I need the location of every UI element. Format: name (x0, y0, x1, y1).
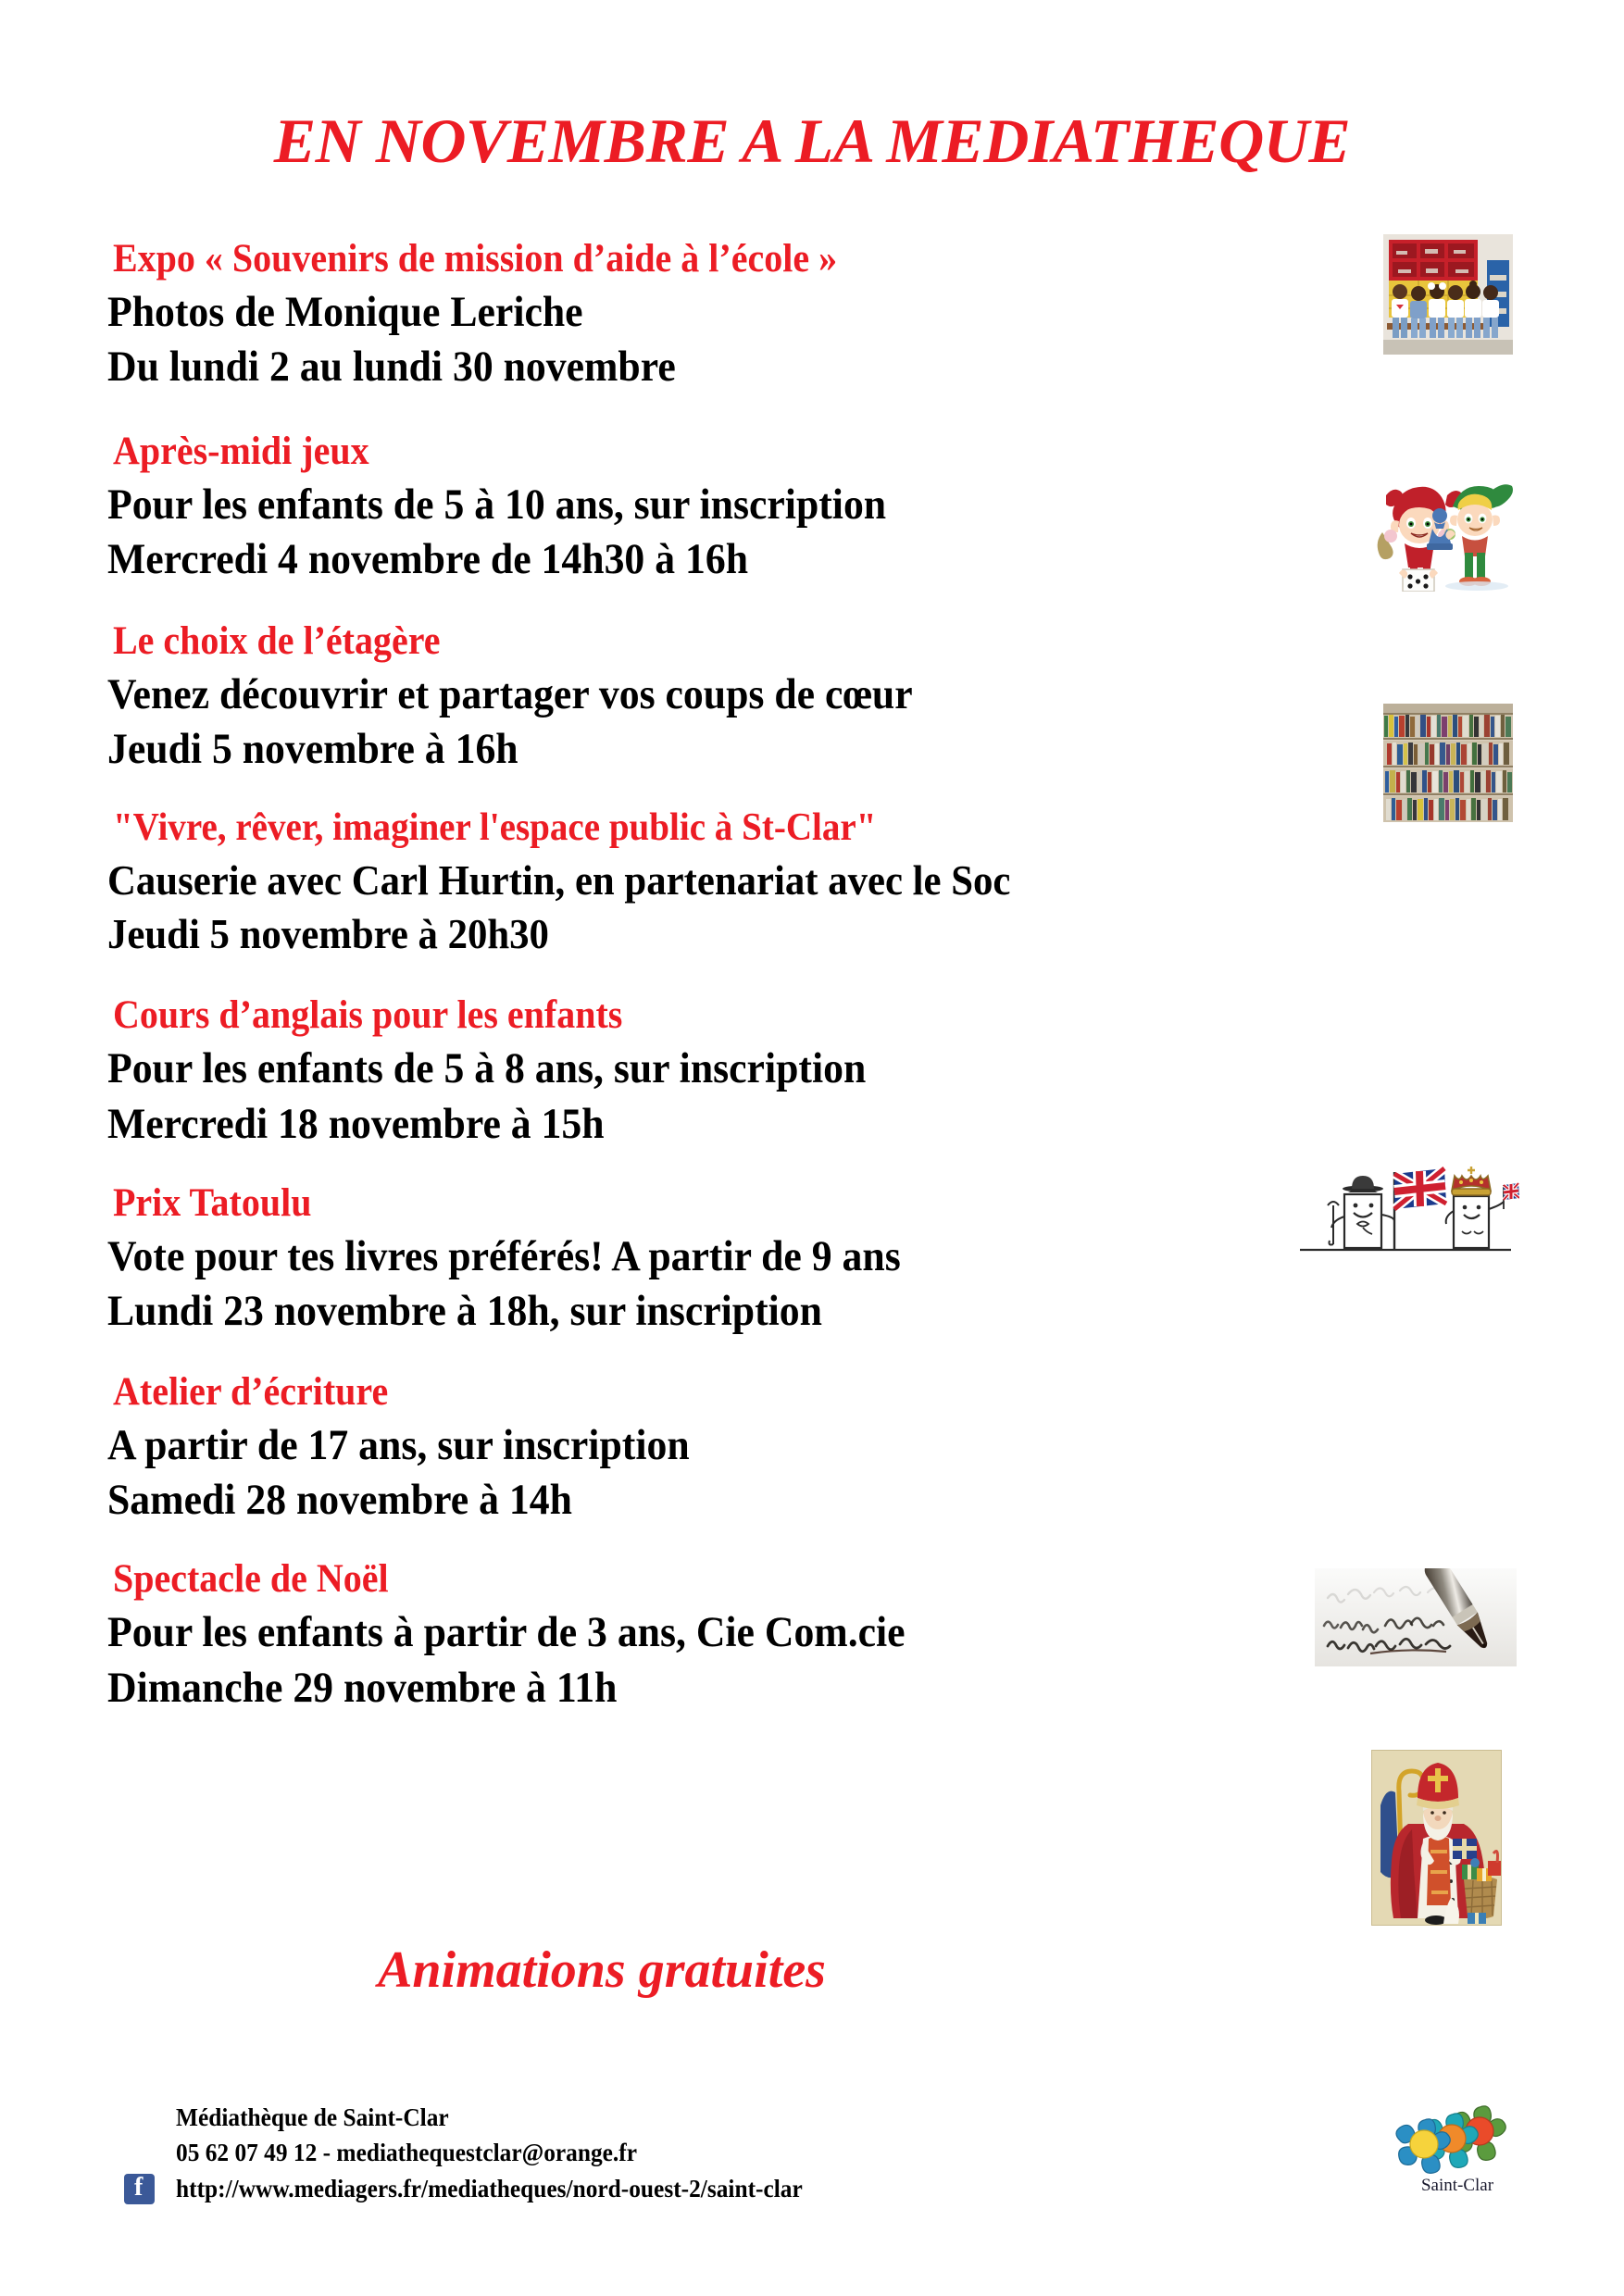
library-name: Médiathèque de Saint-Clar (176, 2103, 449, 2131)
event-heading: Spectacle de Noël (113, 1557, 389, 1602)
library-website[interactable]: http://www.mediagers.fr/mediatheques/nord-ouest-2/saint-clar (176, 2174, 803, 2202)
event-date-line: Jeudi 5 novembre à 20h30 (107, 909, 549, 957)
event-heading: Atelier d’écriture (113, 1370, 389, 1415)
event-heading: Après-midi jeux (113, 430, 369, 474)
event-heading: Prix Tatoulu (113, 1180, 312, 1225)
cartoon-elves-games-illustration (1358, 477, 1518, 592)
event-list (107, 233, 1391, 1716)
event-detail-line: A partir de 17 ans, sur inscription (107, 1421, 690, 1470)
classroom-children-photo (1383, 234, 1513, 355)
event-item-cours-anglais (107, 990, 1391, 1151)
event-item-spectacle-noel (107, 1554, 1391, 1715)
logo-caption: Saint-Clar (1420, 2176, 1494, 2195)
event-date-line: Mercredi 18 novembre à 15h (107, 1099, 605, 1148)
event-date-line: Lundi 23 novembre à 18h, sur inscription (107, 1286, 822, 1335)
event-detail-line: Pour les enfants de 5 à 8 ans, sur inscription (107, 1044, 867, 1093)
facebook-icon[interactable] (124, 2174, 155, 2204)
page-title: EN NOVEMBRE A LA MEDIATHEQUE (273, 106, 1351, 176)
event-date-line: Jeudi 5 novembre à 16h (107, 724, 518, 773)
event-item-choix-etagere (107, 616, 1391, 777)
event-item-atelier-ecriture (107, 1366, 1391, 1528)
event-date-line: Samedi 28 novembre à 14h (107, 1476, 572, 1525)
event-detail-line: Venez découvrir et partager vos coups de cœur (107, 669, 913, 718)
event-date-line: Du lundi 2 au lundi 30 novembre (107, 343, 676, 392)
fountain-pen-handwriting-photo (1315, 1568, 1517, 1666)
event-date-line: Mercredi 4 novembre de 14h30 à 16h (107, 535, 749, 584)
saint-nicholas-illustration (1371, 1750, 1502, 1926)
event-date-line: Dimanche 29 novembre à 11h (107, 1663, 618, 1712)
event-heading: "Vivre, rêver, imaginer l'espace public à St-Clar" (113, 805, 877, 849)
free-admission-note: Animations gratuites (378, 1941, 826, 1999)
event-heading: Expo « Souvenirs de mission d’aide à l’école » (113, 237, 838, 281)
event-detail-line: Photos de Monique Leriche (107, 287, 583, 336)
footer-contact-block (176, 2100, 1287, 2206)
british-characters-union-jack-illustration (1293, 1152, 1519, 1261)
library-contact: 05 62 07 49 12 - mediathequestclar@orange.fr (176, 2139, 638, 2167)
event-detail-line: Pour les enfants de 5 à 10 ans, sur inscription (107, 480, 887, 530)
event-detail-line: Vote pour tes livres préférés! A partir de 9 ans (107, 1231, 901, 1280)
event-detail-line: Causerie avec Carl Hurtin, en partenariat avec le Soc (107, 855, 1011, 904)
event-item-apres-midi-jeux (107, 426, 1391, 587)
bookshelves-photo (1383, 704, 1513, 822)
event-heading: Le choix de l’étagère (113, 618, 441, 663)
event-item-expo (107, 233, 1391, 394)
event-heading: Cours d’anglais pour les enfants (113, 993, 623, 1038)
event-item-vivre-rever-imaginer (107, 803, 1391, 961)
event-item-prix-tatoulu (107, 1178, 1391, 1339)
event-detail-line: Pour les enfants à partir de 3 ans, Cie Com.cie (107, 1608, 906, 1657)
